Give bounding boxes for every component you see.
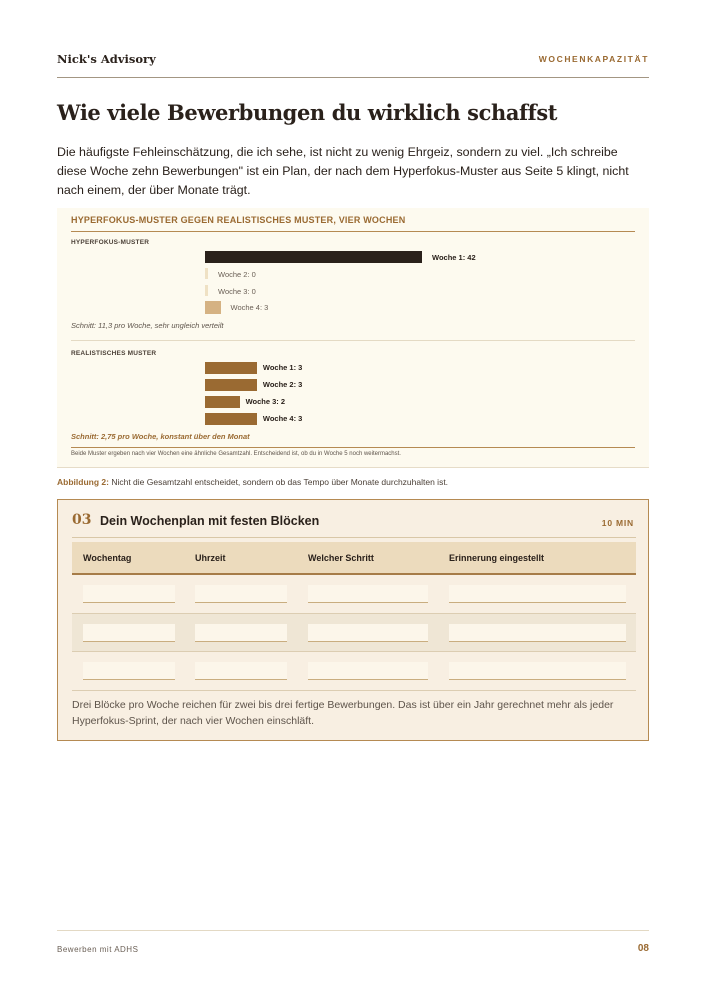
bar-realistic-week-1 [205,362,257,374]
exercise-box [57,499,649,741]
series-label-realistic: REALISTISCHES MUSTER [71,350,157,357]
input-cell-schritt[interactable] [308,585,428,603]
brand-name: Nick's Advisory [57,52,156,66]
table-header [72,542,636,575]
hyperfocus-note: Schnitt: 11,3 pro Woche, sehr ungleich verteilt [71,321,224,330]
realistic-note: Schnitt: 2,75 pro Woche, konstant über den Monat [71,432,250,441]
exercise-time: 10 MIN [601,518,634,528]
input-cell-schritt[interactable] [308,662,428,680]
bar-realistic-week-4 [205,413,257,425]
bar-realistic-week-2 [205,379,257,391]
input-cell-uhrzeit[interactable] [195,585,287,603]
input-cell-uhrzeit[interactable] [195,662,287,680]
chart-title: HYPERFOKUS-MUSTER GEGEN REALISTISCHES MUSTER, VIER WOCHEN [71,215,635,232]
intro-paragraph: Die häufigste Fehleinschätzung, die ich sehe, ist nicht zu wenig Ehrgeiz, sondern zu viel. „Ich schreibe diese Woche zehn Bewerbungen" ist ein Plan, der nach dem Hyperfokus-Muster aus Seite 5 klingt, nicht nach einem, der über Monate trägt. [57,145,629,197]
series-divider [71,340,635,341]
table-row [72,614,636,653]
page-title: Wie viele Bewerbungen du wirklich schaffst [57,100,558,125]
input-cell-erinnerung[interactable] [449,585,626,603]
page-footer [57,930,649,954]
exercise-title: Dein Wochenplan mit festen Blöcken [100,514,320,528]
column-header-uhrzeit: Uhrzeit [195,553,226,563]
table-row [72,575,636,614]
input-cell-erinnerung[interactable] [449,662,626,680]
bar-label-realistic-week-2: Woche 2: 3 [262,380,303,389]
series-label-hyperfocus: HYPERFOKUS-MUSTER [71,239,150,246]
page-header [57,52,649,78]
bar-hyperfocus-week-1 [205,251,422,263]
bar-hyperfocus-week-2 [205,268,208,279]
page-number: 08 [637,943,649,954]
input-cell-wochentag[interactable] [83,585,175,603]
input-cell-erinnerung[interactable] [449,624,626,642]
bar-hyperfocus-week-3 [205,285,208,296]
bar-label-hyperfocus-week-1: Woche 1: 42 [432,253,476,262]
bar-hyperfocus-week-4 [205,301,221,314]
figure-caption [57,477,448,487]
exercise-footer-text: Drei Blöcke pro Woche reichen für zwei bis drei fertige Bewerbungen. Das ist über ein Jahr gerechnet mehr als jeder Hyperfokus-Sprint, der nach vier Wochen einschläft. [72,699,614,727]
footer-book-title: Bewerben mit ADHS [57,945,139,954]
bar-label-hyperfocus-week-3: Woche 3: 0 [218,287,256,296]
bar-label-hyperfocus-week-2: Woche 2: 0 [218,270,256,279]
input-cell-uhrzeit[interactable] [195,624,287,642]
column-header-erinnerung: Erinnerung eingestellt [449,553,545,563]
bar-label-hyperfocus-week-4: Woche 4: 3 [230,303,269,312]
exercise-divider [72,537,636,538]
bar-label-realistic-week-1: Woche 1: 3 [262,363,303,372]
weekly-plan-table [72,542,636,691]
caption-label: Abbildung 2: [57,477,109,487]
table-row [72,652,636,691]
bar-realistic-week-3 [205,396,240,408]
caption-text: Nicht die Gesamtzahl entscheidet, sondern ob das Tempo über Monate durchzuhalten ist. [111,477,449,487]
exercise-number: 03 [72,512,92,528]
input-cell-wochentag[interactable] [83,624,175,642]
input-cell-schritt[interactable] [308,624,428,642]
bar-label-realistic-week-3: Woche 3: 2 [245,397,286,406]
column-header-schritt: Welcher Schritt [308,553,374,563]
bar-label-realistic-week-4: Woche 4: 3 [262,414,303,423]
section-tag: WOCHENKAPAZITÄT [538,54,649,64]
column-header-wochentag: Wochentag [83,553,132,563]
chart-figure [57,208,649,468]
input-cell-wochentag[interactable] [83,662,175,680]
chart-footnote: Beide Muster ergeben nach vier Wochen eine ähnliche Gesamtzahl. Entscheidend ist, ob du in Woche 5 noch weitermachst. [71,447,635,457]
